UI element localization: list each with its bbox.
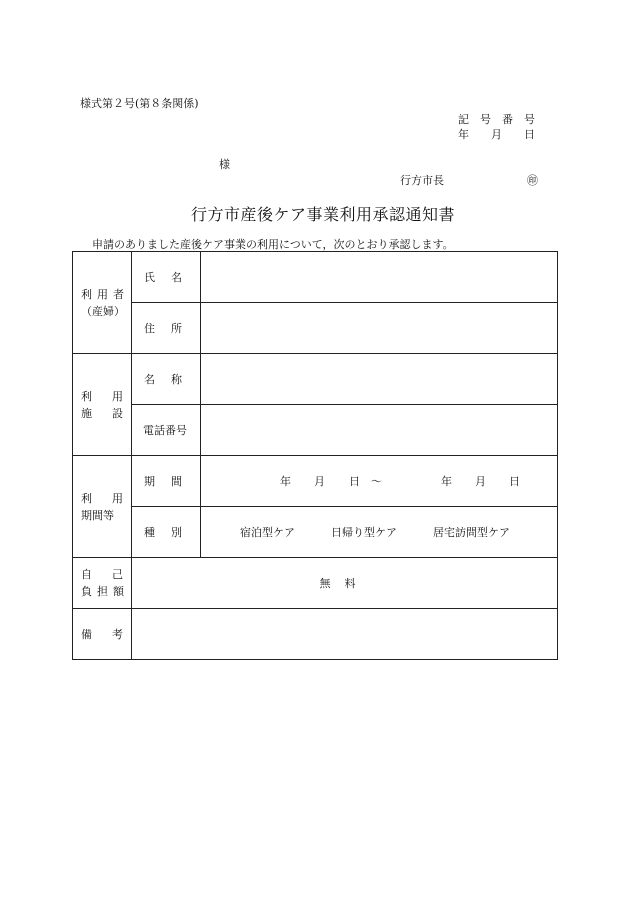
end-day: 日 bbox=[509, 475, 520, 488]
record-number: 記 号 番 号 bbox=[458, 113, 535, 126]
user-category-line2: （産婦） bbox=[81, 304, 125, 318]
burden-category bbox=[73, 558, 132, 609]
burden-value: 無料 bbox=[132, 558, 558, 609]
period-type-label bbox=[132, 507, 201, 558]
period-type-value bbox=[201, 507, 558, 558]
user-address-label-2: 所 bbox=[171, 322, 182, 335]
facility-name-row bbox=[73, 354, 558, 405]
end-month: 月 bbox=[475, 475, 486, 488]
period-tilde: ～ bbox=[371, 475, 382, 488]
burden-category-2: 負担額 bbox=[81, 585, 129, 598]
lead-text: 申請のありました産後ケア事業の利用について，次のとおり承認します。 bbox=[92, 238, 454, 251]
type-option-overnight: 宿泊型ケア bbox=[240, 526, 295, 539]
type-option-daytrip: 日帰り型ケア bbox=[331, 526, 397, 539]
remarks-label-2: 考 bbox=[112, 627, 123, 641]
user-category bbox=[73, 252, 132, 354]
remarks-label bbox=[73, 609, 132, 660]
user-name-label-1: 氏 bbox=[144, 271, 155, 284]
period-category-1b: 用 bbox=[112, 491, 123, 505]
facility-category bbox=[73, 354, 132, 456]
burden-row bbox=[73, 558, 558, 609]
period-type-label-2: 別 bbox=[171, 526, 182, 539]
facility-phone-row bbox=[73, 405, 558, 456]
user-name-label bbox=[132, 252, 201, 303]
issuer-name: 行方市長 bbox=[400, 174, 444, 187]
period-term-label-2: 間 bbox=[171, 475, 182, 488]
facility-name-label-2: 称 bbox=[171, 373, 182, 386]
period-term-row bbox=[73, 456, 558, 507]
start-year: 年 bbox=[280, 475, 291, 488]
period-category-2: 期間等 bbox=[81, 508, 114, 522]
period-term-value bbox=[201, 456, 558, 507]
type-option-home-visit: 居宅訪問型ケア bbox=[433, 526, 510, 539]
user-address-label bbox=[132, 303, 201, 354]
facility-name-label bbox=[132, 354, 201, 405]
form-number: 様式第２号(第８条関係) bbox=[80, 97, 199, 110]
facility-phone-label: 電話番号 bbox=[132, 405, 201, 456]
period-term-label-1: 期 bbox=[144, 475, 155, 488]
facility-name-value bbox=[201, 354, 558, 405]
burden-category-1b: 己 bbox=[112, 568, 123, 581]
period-term-label bbox=[132, 456, 201, 507]
burden-category-1a: 自 bbox=[81, 568, 92, 581]
facility-category-1a: 利 bbox=[81, 389, 92, 403]
period-category bbox=[73, 456, 132, 558]
user-name-row bbox=[73, 252, 558, 303]
facility-category-1b: 用 bbox=[112, 389, 123, 403]
facility-category-2a: 施 bbox=[81, 406, 92, 420]
period-type-row bbox=[73, 507, 558, 558]
remarks-row bbox=[73, 609, 558, 660]
period-category-1a: 利 bbox=[81, 491, 92, 505]
user-address-value bbox=[201, 303, 558, 354]
approval-table bbox=[72, 251, 558, 660]
start-month: 月 bbox=[314, 475, 325, 488]
addressee-suffix: 様 bbox=[219, 158, 230, 171]
remarks-label-1: 備 bbox=[81, 627, 92, 641]
start-day: 日 bbox=[349, 475, 360, 488]
document-title: 行方市産後ケア事業利用承認通知書 bbox=[191, 205, 456, 224]
issue-date: 年 月 日 bbox=[458, 128, 535, 141]
end-year: 年 bbox=[441, 475, 452, 488]
seal-mark: ㊞ bbox=[527, 174, 538, 187]
user-category-line1: 利用者 bbox=[81, 287, 129, 301]
user-address-label-1: 住 bbox=[144, 322, 155, 335]
period-type-label-1: 種 bbox=[144, 526, 155, 539]
facility-name-label-1: 名 bbox=[144, 373, 155, 386]
remarks-value bbox=[132, 609, 558, 660]
user-name-label-2: 名 bbox=[171, 271, 182, 284]
facility-phone-value bbox=[201, 405, 558, 456]
user-name-value bbox=[201, 252, 558, 303]
user-address-row bbox=[73, 303, 558, 354]
facility-category-2b: 設 bbox=[112, 406, 123, 420]
